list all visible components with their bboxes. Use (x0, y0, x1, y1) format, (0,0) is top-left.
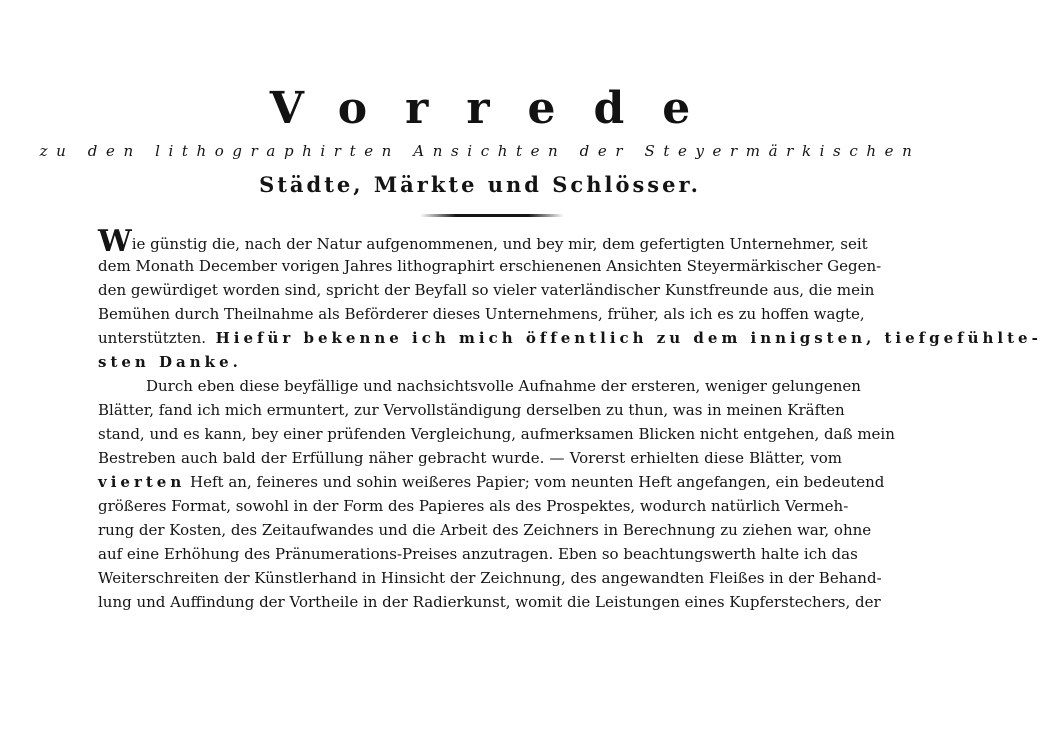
text-line (98, 326, 1042, 350)
emphasized-text: Hiefür bekenne ich mich öffentlich zu dem innigsten, tiefgefühlte- (215, 329, 1042, 347)
text-line: rung der Kosten, des Zeitaufwandes und die Arbeit des Zeichners in Berechnung zu ziehen war, ohne (98, 521, 872, 539)
text-line: sten Danke. (98, 353, 242, 371)
line-text: ie günstig die, nach der Natur aufgenommenen, und bey mir, dem gefertigten Unternehmer, seit (131, 235, 868, 253)
paragraph-1 (98, 224, 1042, 374)
text-line: größeres Format, sowohl in der Form des Papieres als des Prospektes, wodurch natürlich Vermeh- (98, 497, 849, 515)
text-line: Durch eben diese beyfällige und nachsichtsvolle Aufnahme der ersteren, weniger gelungenen (146, 377, 861, 395)
subtitle-line: zu den lithographirten Ansichten der Steyermärkischen (39, 142, 921, 160)
text-line: stand, und es kann, bey einer prüfenden Vergleichung, aufmerksamen Blicken nicht entgehen, daß mein (98, 425, 895, 443)
text-line: Weiterschreiten der Künstlerhand in Hinsicht der Zeichnung, des angewandten Fleißes in der Behand- (98, 569, 882, 587)
text-line: Bemühen durch Theilnahme als Beförderer dieses Unternehmens, früher, als ich es zu hoffen wagte, (98, 305, 865, 323)
line-text: unterstützten. (98, 329, 207, 347)
decorative-rule (420, 214, 564, 217)
paragraph-2 (98, 374, 895, 614)
subtitle-heading: Städte, Märkte und Schlösser. (259, 172, 701, 197)
line-text: Heft an, feineres und sohin weißeres Papier; vom neunten Heft angefangen, ein bedeutend (190, 473, 885, 491)
text-line: auf eine Erhöhung des Pränumerations-Preises anzutragen. Eben so beachtungswerth halte ich das (98, 545, 858, 563)
body-text (98, 224, 1042, 614)
text-line: Bestreben auch bald der Erfüllung näher gebracht wurde. — Vorerst erhielten diese Blätter, vom (98, 449, 842, 467)
text-line (98, 224, 868, 259)
page-title: Vorrede (269, 83, 729, 134)
drop-cap: W (98, 224, 132, 259)
text-line: Blätter, fand ich mich ermuntert, zur Vervollständigung derselben zu thun, was in meinen Kräften (98, 401, 845, 419)
emphasized-text: vierten (98, 473, 186, 491)
text-line: lung und Auffindung der Vortheile in der Radierkunst, womit die Leistungen eines Kupferstechers, der (98, 593, 881, 611)
text-line (98, 470, 885, 494)
text-line: dem Monath December vorigen Jahres lithographirt erschienenen Ansichten Steyermärkischer Gegen- (98, 257, 882, 275)
text-line: den gewürdiget worden sind, spricht der Beyfall so vieler vaterländischer Kunstfreunde aus, die mein (98, 281, 875, 299)
